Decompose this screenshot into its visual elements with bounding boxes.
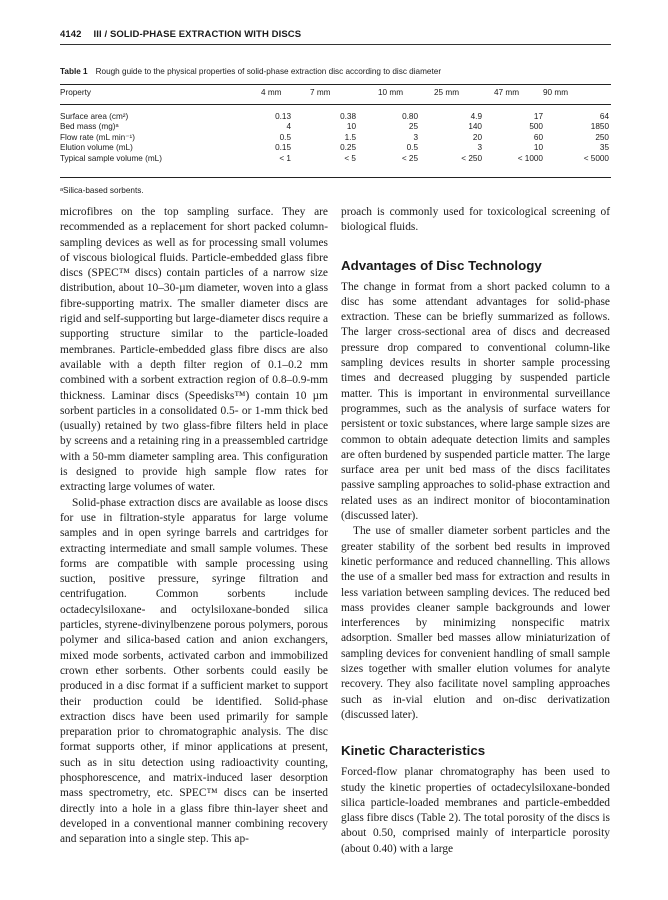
table-cell-value: < 1000 (517, 153, 543, 163)
table-cell-value: 10 (346, 122, 356, 132)
table-row (60, 143, 611, 153)
table-cell-value: 0.80 (402, 112, 418, 121)
col-header: 4 mm (261, 88, 282, 97)
section-heading: Kinetic Characteristics (341, 743, 486, 759)
header-rule (60, 44, 611, 45)
table-caption-text: Rough guide to the physical properties of solid-phase extraction disc according to disc diameter (95, 67, 442, 76)
table-header-rule (60, 104, 611, 105)
table-cell-property: Typical sample volume (mL) (60, 153, 162, 163)
col-header: 25 mm (434, 88, 460, 97)
table-row (60, 122, 611, 132)
table-cell-value: 35 (599, 143, 609, 153)
table-cell-value: 0.13 (275, 112, 291, 121)
right-column (341, 205, 610, 857)
table-cell-value: 4 (286, 122, 291, 132)
table-cell-value: < 5 (344, 153, 356, 163)
table-cell-value: 3 (413, 132, 418, 142)
running-head (60, 29, 611, 40)
table-cell-property: Flow rate (mL min⁻¹) (60, 132, 135, 142)
table-cell-value: 4.9 (470, 112, 482, 121)
table-cell-value: 0.5 (406, 143, 418, 153)
table-cell-value: < 250 (461, 153, 482, 163)
left-column (60, 205, 328, 847)
section-heading: Advantages of Disc Technology (341, 257, 542, 273)
table-cell-value: 1850 (590, 122, 609, 132)
table-top-rule (60, 84, 611, 85)
table-cell-value: 10 (533, 143, 543, 153)
table-cell-property: Elution volume (mL) (60, 143, 133, 153)
table-cell-value: 140 (468, 122, 482, 132)
table-cell-value: 20 (472, 132, 482, 142)
table-row (60, 112, 611, 122)
running-title: III / SOLID-PHASE EXTRACTION WITH DISCS (93, 29, 302, 40)
table-footnote: ᵃSilica-based sorbents. (60, 186, 144, 195)
col-header: 7 mm (310, 88, 331, 97)
paragraph: The change in format from a short packed column to a disc has some attendant advantages for solid-phase extraction. These can be briefly summarized as follows. The larger cross-sectional area of discs and decreased pressure drop compared to conventional column-like sampling devices results in shorter sample processing times and decreased plugging by suspended particle matter. This is important in environmental surveillance programmes, such as the analysis of surface waters for persistent or toxic substances, where large sample sizes are common to obtain adequate detection limits and samples are often burdened by suspended particle matter. The large surface area per unit bed mass of the discs facilitates passive sampling approaches to solid-phase extraction and related uses as an indirect monitor of biocontamination (discussed later). (341, 280, 610, 523)
page-number: 4142 (60, 29, 82, 40)
paragraph: Forced-flow planar chromatography has been used to study the kinetic properties of octadecylsiloxane-bonded silica particle-loaded membranes and particle-embedded glass fibre discs (Table 2). The total porosity of the discs is about 0.50, comprised mainly of interparticle porosity (about 0.40) with a large (341, 766, 610, 855)
table-cell-value: 17 (533, 112, 543, 121)
paragraph: microfibres on the top sampling surface. They are recommended as a replacement for short packed column-sampling devices as well as for processing small volumes of viscous biological fluids. Particle-embedded glass fibre discs (SPEC™ discs) contain particles of a narrow size distribution, about 10–30-µm diameter, woven into a glass fibre-supporting matrix. The smaller diameter discs are rigid and self-supporting but large-diameter discs require a supporting structure similar to the particle-loaded membranes. Particle-embedded glass fibre discs are also available with a depth filter region of 0.1–0.2 mm combined with a sorbent extraction region of 0.8–0.9-mm thickness. Laminar discs (Speedisks™) contain 10 µm sorbent particles in a consolidated 0.5- or 1-mm thick bed (usually) retained by two glass-fibre filters held in place by screens and a retaining ring in a preassembled cartridge with a 50-mm diameter sampling area. This configuration is designed to provide high sample flow rates for extracting large volumes of water. (60, 206, 328, 494)
table-body (60, 112, 611, 164)
col-header: 90 mm (543, 88, 569, 97)
table-cell-value: < 1 (279, 153, 291, 163)
table-cell-value: 500 (529, 122, 543, 132)
col-header: Property (60, 88, 91, 97)
table-cell-value: < 5000 (583, 153, 609, 163)
paragraph: proach is commonly used for toxicological screening of biological fluids. (341, 206, 610, 234)
paragraph: The use of smaller diameter sorbent particles and the greater stability of the sorbent bed results in improved kinetic performance and reduced channelling. This allows the use of a smaller bed mass for extraction and results in less variation between sampling devices. The reduced bed mass provides cleaner sample backgrounds and lower interferences by minimizing nonspecific matrix adsorption. Smaller bed masses allow miniaturization of sampling devices for convenient handling of small sample sizes together with smaller elution volumes for analyte recovery. They also facilitate novel sampling approaches such as in-vial elution and on-disc derivatization (discussed later). (341, 525, 610, 721)
table-cell-value: 0.38 (340, 112, 356, 121)
table-cell-value: 0.25 (340, 143, 356, 153)
paragraph: Solid-phase extraction discs are available as loose discs for use in filtration-style apparatus for large volume samples and in open syringe barrels and cartridges for extracting intermediate and small sample volumes. These forms are compatible with sample processing using suction, positive pressure, syringe filtration and centrifugation. Common sorbents include octadecylsiloxane- and octylsiloxane-bonded silica particles, styrene-divinylbenzene porous polymers, porous polymer and silica-based cation and anion exchangers, mixed mode sorbents, activated carbon and immobilized crown ether sorbents. Other sorbents could easily be produced in a disc format if a sufficient market to support their production could be identified. Solid-phase extraction discs have been used primarily for sample preparation prior to chromatographic analysis. The disc format supports other, if minor applications at present, such as in situ detection using radioactivity counting, phosphorescence, and matrix-induced laser desorption mass spectrometry, etc. SPEC™ discs can be inserted directly into a hole in a glass fibre thin-layer sheet and developed in a conventional manner combining recovery and separation into a single step. This ap- (60, 496, 328, 846)
table-cell-value: 60 (533, 132, 543, 142)
table-cell-property: Bed mass (mg)ᵃ (60, 122, 119, 132)
table-label: Table 1 (60, 67, 88, 76)
table-bottom-rule (60, 177, 611, 178)
table-cell-value: 25 (408, 122, 418, 132)
table-cell-value: < 25 (401, 153, 418, 163)
table-header-row (60, 88, 611, 98)
table-cell-property: Surface area (cm²) (60, 112, 129, 121)
table-cell-value: 0.5 (279, 132, 291, 142)
col-header: 47 mm (494, 88, 520, 97)
table-cell-value: 3 (477, 143, 482, 153)
table-row (60, 133, 611, 143)
col-header: 10 mm (378, 88, 404, 97)
table-caption (60, 67, 441, 76)
table-cell-value: 0.15 (275, 143, 291, 153)
table-cell-value: 250 (595, 132, 609, 142)
table-cell-value: 1.5 (344, 132, 356, 142)
table-row (60, 154, 611, 164)
table-cell-value: 64 (599, 112, 609, 121)
